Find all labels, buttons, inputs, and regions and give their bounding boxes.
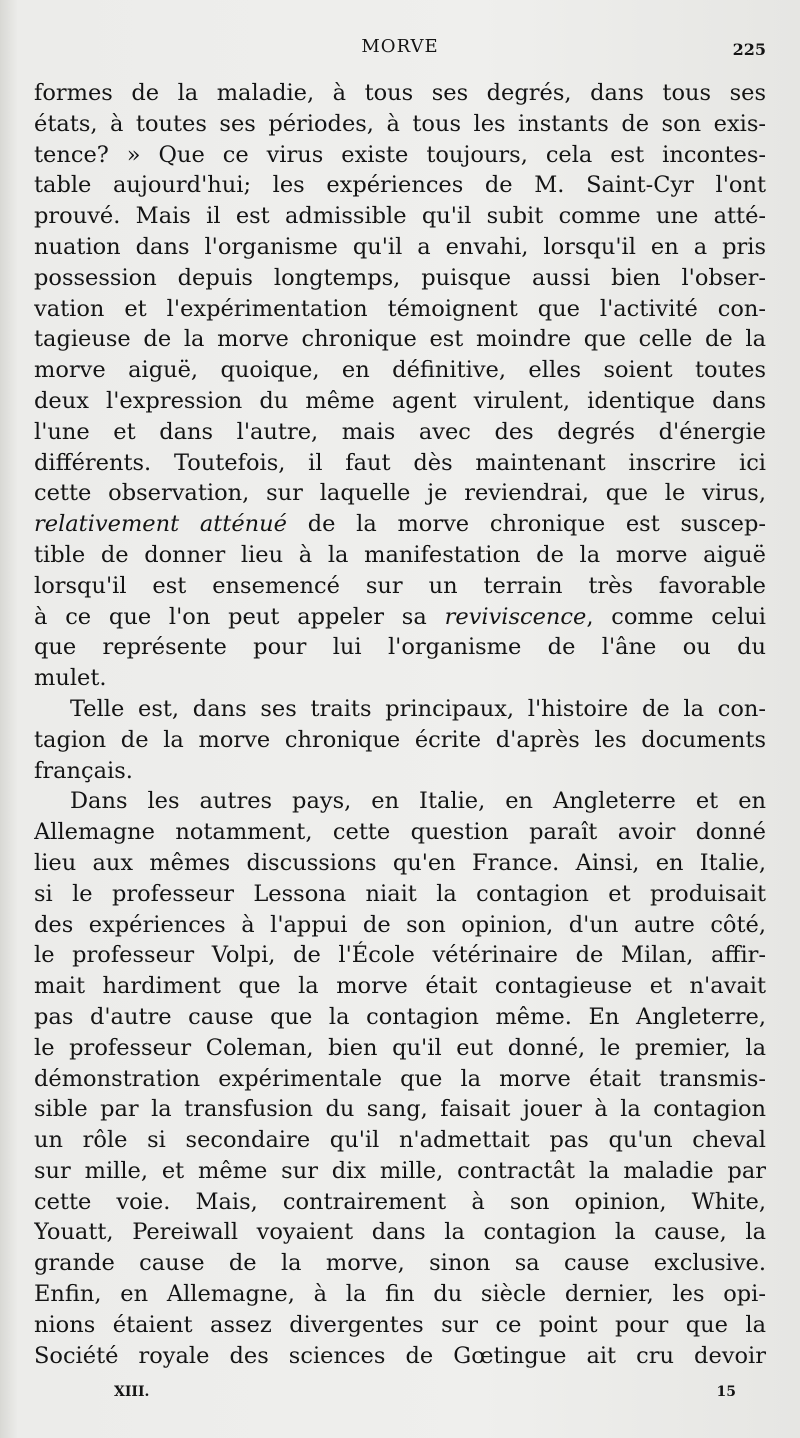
text-line: états, à toutes ses périodes, à tous les instants de son exis- xyxy=(34,110,766,137)
text-line: prouvé. Mais il est admissible qu'il subit comme une atté- xyxy=(34,203,766,230)
text-line: formes de la maladie, à tous ses degrés, dans tous ses xyxy=(34,80,766,106)
text-line: si le professeur Lessona niait la contagion et produisait xyxy=(34,880,766,907)
italic-phrase: relativement atténué xyxy=(34,511,287,538)
text-line: Enfin, en Allemagne, à la fin du siècle dernier, les opi- xyxy=(34,1281,766,1308)
text-line: un rôle si secondaire qu'il n'admettait pas qu'un cheval xyxy=(34,1127,766,1154)
text-line: français. xyxy=(34,757,133,784)
text-line: pas d'autre cause que la contagion même. En Angleterre, xyxy=(34,1003,766,1030)
text-line: relativement atténué de la morve chronique est suscep- xyxy=(34,511,766,538)
running-title: MORVE xyxy=(361,36,439,57)
text-line: morve aiguë, quoique, en définitive, elles soient toutes xyxy=(34,357,766,384)
paragraph xyxy=(34,694,766,786)
page-footer xyxy=(34,1384,766,1408)
body-text xyxy=(34,78,766,1371)
text-line: lorsqu'il est ensemencé sur un terrain très favorable xyxy=(34,572,766,599)
sheet-number: 15 xyxy=(716,1384,736,1400)
text-line: sible par la transfusion du sang, faisait jouer à la contagion xyxy=(34,1096,766,1123)
page-number: 225 xyxy=(732,40,766,59)
text-line: Société royale des sciences de Gœtingue ait cru devoir xyxy=(34,1342,766,1369)
text-line: lieu aux mêmes discussions qu'en France. Ainsi, en Italie, xyxy=(34,849,766,876)
text-line: nuation dans l'organisme qu'il a envahi, lorsqu'il en a pris xyxy=(34,233,766,260)
signature-mark: XIII. xyxy=(114,1384,150,1400)
text-line: cette observation, sur laquelle je reviendrai, que le virus, xyxy=(34,480,766,507)
text-line: tagieuse de la morve chronique est moindre que celle de la xyxy=(34,326,766,353)
text-line: vation et l'expérimentation témoignent que l'activité con- xyxy=(34,295,766,322)
text-line: table aujourd'hui; les expériences de M. Saint-Cyr l'ont xyxy=(34,172,766,199)
text-line: tible de donner lieu à la manifestation de la morve aiguë xyxy=(34,541,766,568)
text-line: le professeur Coleman, bien qu'il eut donné, le premier, la xyxy=(34,1034,766,1061)
text-line: l'une et dans l'autre, mais avec des degrés d'énergie xyxy=(34,418,766,445)
paragraph xyxy=(34,786,766,1371)
text-line: deux l'expression du même agent virulent, identique dans xyxy=(34,387,766,414)
text-line: Youatt, Pereiwall voyaient dans la contagion la cause, la xyxy=(34,1219,766,1246)
text-line: des expériences à l'appui de son opinion, d'un autre côté, xyxy=(34,911,766,938)
text-line: tence? » Que ce virus existe toujours, cela est incontes- xyxy=(34,141,766,168)
text-line: à ce que l'on peut appeler sa reviviscence, comme celui xyxy=(34,603,766,630)
running-head xyxy=(34,30,766,74)
text-line: tagion de la morve chronique écrite d'après les documents xyxy=(34,726,766,753)
text-line: nions étaient assez divergentes sur ce point pour que la xyxy=(34,1311,766,1338)
paragraph xyxy=(34,78,766,694)
text-line: que représente pour lui l'organisme de l'âne ou du xyxy=(34,634,766,661)
text-line: possession depuis longtemps, puisque aussi bien l'obser- xyxy=(34,264,766,291)
italic-phrase: reviviscence xyxy=(444,603,587,630)
text-line: Allemagne notamment, cette question paraît avoir donné xyxy=(34,819,766,846)
text-line: démonstration expérimentale que la morve était transmis- xyxy=(34,1065,766,1092)
text-line: Telle est, dans ses traits principaux, l'histoire de la con- xyxy=(70,695,766,722)
text-line: le professeur Volpi, de l'École vétérinaire de Milan, affir- xyxy=(34,942,766,969)
text-line: différents. Toutefois, il faut dès maintenant inscrire ici xyxy=(34,449,766,476)
text-line: Dans les autres pays, en Italie, en Angleterre et en xyxy=(70,788,766,815)
text-line: cette voie. Mais, contrairement à son opinion, White, xyxy=(34,1188,766,1215)
text-line: mulet. xyxy=(34,665,107,692)
text-line: grande cause de la morve, sinon sa cause exclusive. xyxy=(34,1250,766,1277)
text-line: sur mille, et même sur dix mille, contractât la maladie par xyxy=(34,1157,766,1184)
text-line: mait hardiment que la morve était contagieuse et n'avait xyxy=(34,973,766,1000)
